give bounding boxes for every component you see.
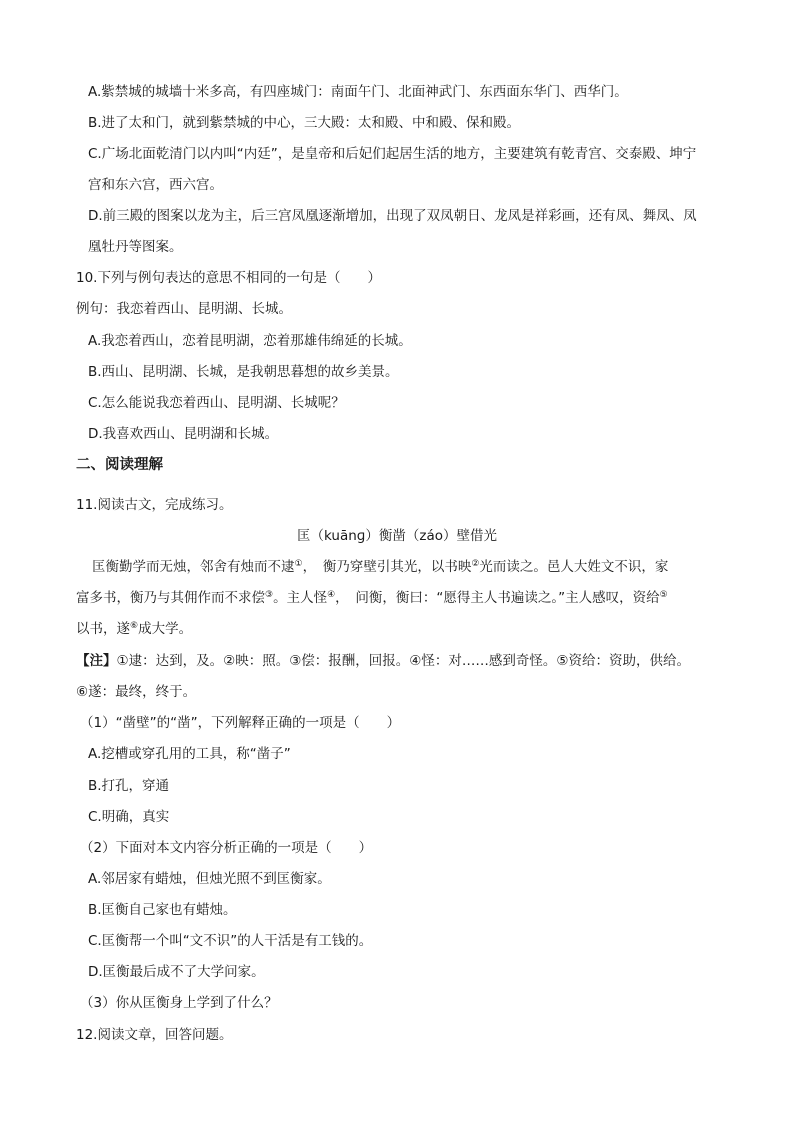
- q10-option-a: A.我恋着西山，恋着昆明湖，恋着那雄伟绵延的长城。: [88, 333, 412, 349]
- notes-line1: 【注】①逮：达到，及。②映：照。③偿：报酬，回报。④怪：对……感到奇怪。⑤资给：资助，供给。: [76, 653, 691, 669]
- notes-label: 【注】: [76, 653, 117, 669]
- section-heading: 二、阅读理解: [76, 457, 163, 473]
- passage-line1: 匡衡勤学而无烛，邻舍有烛而不逮①， 衡乃穿壁引其光，以书映②光而读之。邑人大姓文不识，家: [92, 559, 669, 575]
- q11-sub1-option-b: B.打孔，穿通: [88, 778, 170, 794]
- passage-line3: 以书，遂⑥成大学。: [76, 621, 193, 637]
- footnote-ref-1: ①: [294, 559, 303, 569]
- q10-option-d: D.我喜欢西山、昆明湖和长城。: [88, 426, 279, 442]
- q9-option-a: A.紫禁城的城墙十米多高，有四座城门：南面午门、北面神武门、东西面东华门、西华门。: [88, 84, 628, 100]
- q9-option-d-line1: D.前三殿的图案以龙为主，后三宫凤凰逐渐增加，出现了双凤朝日、龙凤是祥彩画，还有凤、舞凤、凤: [88, 208, 697, 224]
- q10-stem: 10.下列与例句表达的意思不相同的一句是（ ）: [76, 270, 381, 286]
- q9-option-c-line1: C.广场北面乾清门以内叫“内廷”，是皇帝和后妃们起居生活的地方，主要建筑有乾青宫、交泰殿、坤宁: [88, 146, 697, 162]
- q12-stem: 12.阅读文章，回答问题。: [76, 1027, 233, 1043]
- notes-line2: ⑥遂：最终，终于。: [76, 684, 197, 700]
- passage-title: 匡（kuānɡ）衡凿（záo）壁借光: [297, 528, 497, 544]
- footnote-ref-3: ③: [265, 590, 274, 600]
- q11-sub2-option-c: C.匡衡帮一个叫“文不识”的人干活是有工钱的。: [88, 933, 373, 949]
- q11-sub3-stem: （3）你从匡衡身上学到了什么？: [80, 995, 278, 1011]
- q9-option-b: B.进了太和门，就到紫禁城的中心，三大殿：太和殿、中和殿、保和殿。: [88, 115, 521, 131]
- passage-line2: 富多书，衡乃与其佣作而不求偿③。主人怪④， 问衡，衡曰：“愿得主人书遍读之。”主人感叹，资给⑤: [76, 590, 668, 606]
- footnote-ref-6: ⑥: [130, 621, 139, 631]
- q11-sub1-stem: （1）“凿壁”的“凿”，下列解释正确的一项是（ ）: [80, 715, 401, 731]
- q11-sub1-option-c: C.明确，真实: [88, 809, 170, 825]
- q10-example: 例句：我恋着西山、昆明湖、长城。: [76, 301, 292, 317]
- q10-option-b: B.西山、昆明湖、长城，是我朝思暮想的故乡美景。: [88, 364, 399, 380]
- q11-sub2-stem: （2）下面对本文内容分析正确的一项是（ ）: [80, 840, 373, 856]
- q9-option-c-line2: 宫和东六宫，西六宫。: [88, 177, 223, 193]
- q9-option-d-line2: 凰牡丹等图案。: [88, 239, 183, 255]
- q11-sub2-option-b: B.匡衡自己家也有蜡烛。: [88, 902, 237, 918]
- footnote-ref-4: ④: [327, 590, 336, 600]
- footnote-ref-2: ②: [471, 559, 480, 569]
- q10-option-c: C.怎么能说我恋着西山、昆明湖、长城呢？: [88, 395, 345, 411]
- q11-sub2-option-a: A.邻居家有蜡烛，但烛光照不到匡衡家。: [88, 871, 331, 887]
- q11-sub2-option-d: D.匡衡最后成不了大学问家。: [88, 964, 265, 980]
- q11-sub1-option-a: A.挖槽或穿孔用的工具，称“凿子”: [88, 746, 291, 762]
- q11-stem: 11.阅读古文，完成练习。: [76, 497, 233, 513]
- footnote-ref-5: ⑤: [659, 590, 668, 600]
